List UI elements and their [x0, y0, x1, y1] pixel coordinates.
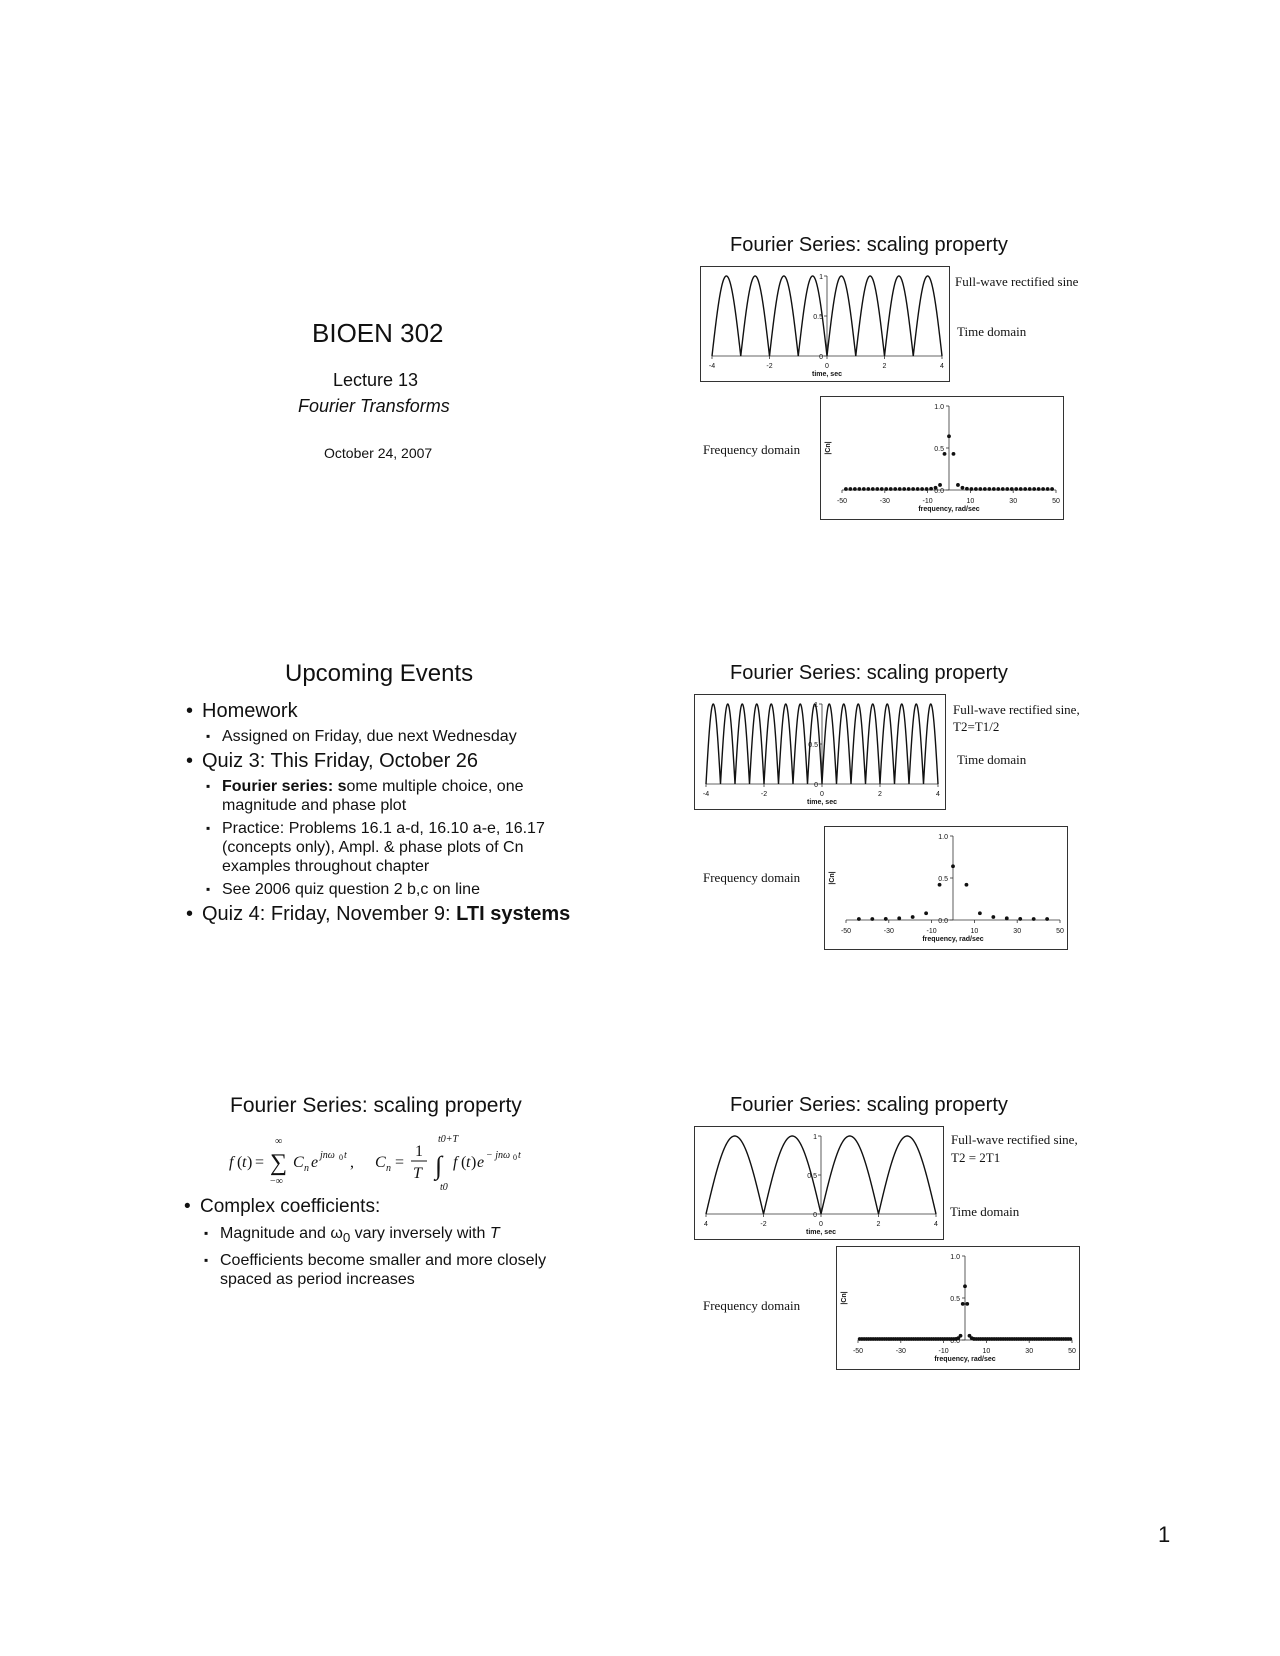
svg-text:t0: t0: [440, 1182, 448, 1192]
x-axis-label: time, sec: [807, 799, 837, 806]
omega-subscript: 0: [342, 1230, 351, 1246]
coefficient-point: [1005, 916, 1009, 920]
y-axis-label: |Cn|: [841, 1291, 848, 1305]
x-tick-label: 10: [970, 928, 979, 935]
coefficient-point: [961, 1302, 965, 1306]
coefficient-point: [1032, 917, 1036, 921]
coefficient-point: [871, 487, 875, 491]
coefficient-point: [1023, 487, 1027, 491]
coefficient-point: [1018, 917, 1022, 921]
svg-text:t: t: [344, 1150, 347, 1161]
coefficient-point: [897, 916, 901, 920]
coefficient-point: [911, 487, 915, 491]
right-slide-3-title: Fourier Series: scaling property: [730, 1094, 1008, 1116]
x-tick-label: 30: [1025, 1348, 1034, 1355]
coefficient-point: [907, 487, 911, 491]
sub-bullet: ▪ Coefficients become smaller and more closely spaced as period increases: [180, 1251, 580, 1289]
x-tick-label: -50: [840, 928, 852, 935]
svg-text:jnω: jnω: [320, 1150, 335, 1161]
coefficient-point: [870, 917, 874, 921]
coefficient-point: [1001, 487, 1005, 491]
svg-text:n: n: [386, 1163, 391, 1174]
y-tick-label: 0: [814, 782, 818, 789]
svg-text:=: =: [395, 1154, 405, 1171]
svg-text:0: 0: [513, 1153, 517, 1162]
slide1-lecture: Lecture 13: [333, 370, 419, 390]
time-chart-2: [694, 694, 946, 815]
sub-text: Magnitude and: [220, 1225, 331, 1242]
signal-label-3: Full-wave rectified sine,: [951, 1132, 1078, 1147]
sub-text: vary inversely with: [350, 1225, 490, 1242]
x-tick-label: 2: [882, 363, 887, 370]
coefficient-point: [902, 487, 906, 491]
freq-chart-3: [836, 1246, 1080, 1375]
coefficient-point: [1050, 487, 1054, 491]
x-tick-label: -4: [702, 791, 710, 798]
coefficient-point: [1014, 487, 1018, 491]
y-tick-label: 1: [814, 702, 818, 709]
sub-bullet: [182, 777, 582, 815]
coefficient-point: [924, 911, 928, 915]
bullet-homework: • Homework: [182, 700, 582, 723]
y-tick-label: 0: [813, 1212, 817, 1219]
svg-text:T: T: [413, 1165, 422, 1182]
coefficient-point: [947, 434, 951, 438]
slide3-body: [180, 1192, 580, 1289]
coefficient-point: [983, 487, 987, 491]
y-tick-label: 0.0: [950, 1338, 960, 1345]
x-tick-label: 10: [982, 1348, 991, 1355]
coefficient-point: [844, 487, 848, 491]
bullet-quiz4: [182, 903, 582, 926]
time-chart-1: [700, 266, 950, 387]
coefficient-point: [857, 487, 861, 491]
y-tick-label: 1.0: [938, 834, 948, 841]
y-tick-label: 1: [819, 274, 823, 281]
coefficient-point: [996, 487, 1000, 491]
coefficient-point: [1032, 487, 1036, 491]
y-tick-label: 1.0: [934, 404, 944, 411]
coefficient-point: [1041, 487, 1045, 491]
coefficient-point: [987, 487, 991, 491]
sub-bullet: ▪ See 2006 quiz question 2 b,c on line: [182, 880, 582, 899]
page-number: 1: [1158, 1522, 1171, 1547]
y-tick-label: 0.5: [934, 446, 944, 453]
coefficient-point: [898, 487, 902, 491]
x-tick-label: -2: [766, 363, 773, 370]
svg-text:f: f: [229, 1154, 234, 1171]
coefficient-point: [1045, 917, 1049, 921]
signal-label-1: Full-wave rectified sine: [955, 274, 1079, 289]
svg-text:,: ,: [350, 1154, 354, 1171]
y-tick-label: 0.0: [934, 488, 944, 495]
coefficient-point: [1005, 487, 1009, 491]
right-slide-2-title: Fourier Series: scaling property: [730, 662, 1008, 684]
coefficient-point: [965, 487, 969, 491]
x-axis-label: frequency, rad/sec: [922, 936, 984, 943]
y-tick-label: 0.5: [808, 742, 818, 749]
x-tick-label: 0: [819, 1221, 823, 1228]
svg-text:− jnω: − jnω: [486, 1150, 511, 1161]
coefficient-point: [880, 487, 884, 491]
x-tick-label: -4: [708, 363, 716, 370]
coefficient-point: [951, 864, 955, 868]
slide1-title: BIOEN 302: [312, 318, 444, 348]
y-tick-label: 0: [819, 354, 823, 361]
coefficient-point: [853, 487, 857, 491]
coefficient-point: [866, 487, 870, 491]
x-tick-label: 2: [878, 791, 882, 798]
y-axis-label: |Cn|: [825, 441, 832, 455]
time-domain-label-1: Time domain: [957, 324, 1027, 339]
coefficient-point: [961, 486, 965, 490]
x-axis-label: time, sec: [812, 371, 842, 378]
coefficient-point: [1037, 487, 1041, 491]
x-tick-label: 50: [1068, 1348, 1076, 1355]
svg-text:e: e: [477, 1154, 485, 1171]
y-axis-label: |Cn|: [829, 871, 836, 885]
x-tick-label: -2: [760, 1221, 767, 1228]
coefficient-point: [1019, 487, 1023, 491]
omega-symbol: ω: [330, 1225, 343, 1242]
coefficient-point: [938, 883, 942, 887]
chart-frame: [837, 1247, 1080, 1370]
x-tick-label: -50: [852, 1348, 864, 1355]
coefficient-point: [991, 915, 995, 919]
freq-chart-1: [820, 396, 1064, 525]
svg-text:t: t: [242, 1154, 247, 1171]
coefficient-point: [956, 483, 960, 487]
coefficient-point: [978, 911, 982, 915]
svg-text:C: C: [375, 1154, 386, 1171]
svg-text:e: e: [311, 1154, 319, 1171]
bullet-complex-coefficients: • Complex coefficients:: [180, 1196, 580, 1218]
x-tick-label: 4: [934, 1221, 938, 1228]
y-tick-label: 1: [813, 1134, 817, 1141]
x-tick-label: 50: [1056, 928, 1064, 935]
coefficient-point: [1028, 487, 1032, 491]
coefficient-point: [875, 487, 879, 491]
svg-text:(: (: [461, 1154, 467, 1171]
coefficient-point: [938, 483, 942, 487]
svg-text:∞: ∞: [275, 1136, 283, 1147]
slide1-subtitle: Fourier Transforms: [298, 396, 450, 416]
x-axis-label: frequency, rad/sec: [934, 1356, 996, 1363]
x-tick-label: 30: [1009, 498, 1018, 505]
freq-domain-label-3: Frequency domain: [703, 1298, 801, 1313]
coefficient-point: [965, 883, 969, 887]
coefficient-point: [978, 487, 982, 491]
x-tick-label: -10: [922, 498, 933, 505]
coefficient-point: [920, 487, 924, 491]
coefficient-point: [992, 487, 996, 491]
y-tick-label: 0.5: [938, 876, 948, 883]
fourier-equation: [225, 1132, 555, 1192]
coefficient-point: [974, 487, 978, 491]
slide2-title: Upcoming Events: [285, 660, 474, 687]
y-tick-label: 0.0: [938, 918, 948, 925]
time-domain-label-2: Time domain: [957, 752, 1027, 767]
coefficient-point: [1046, 487, 1050, 491]
coefficient-point: [849, 487, 853, 491]
x-tick-label: 0: [820, 791, 824, 798]
sub-bullet: [180, 1224, 580, 1247]
y-tick-label: 1.0: [950, 1254, 960, 1261]
svg-text:t0+T: t0+T: [438, 1134, 459, 1145]
svg-text:f: f: [453, 1154, 458, 1171]
x-tick-label: 4: [940, 363, 944, 370]
time-domain-label-3: Time domain: [950, 1204, 1020, 1219]
bullet-quiz3: • Quiz 3: This Friday, October 26: [182, 750, 582, 773]
svg-text:∫: ∫: [435, 1151, 443, 1180]
svg-text:): ): [247, 1154, 253, 1171]
right-slide-1-title: Fourier Series: scaling property: [730, 234, 1008, 256]
x-tick-label: -30: [879, 498, 890, 505]
svg-text:(: (: [237, 1154, 243, 1171]
chart-frame: [825, 827, 1068, 950]
slide3-title: Fourier Series: scaling property: [230, 1094, 522, 1117]
svg-text:−∞: −∞: [270, 1176, 283, 1187]
svg-text:1: 1: [415, 1143, 423, 1160]
x-tick-label: 4: [704, 1221, 708, 1228]
period-symbol: T: [489, 1225, 500, 1242]
x-tick-label: -10: [926, 928, 937, 935]
y-tick-label: 0.5: [950, 1296, 960, 1303]
x-tick-label: 50: [1052, 498, 1060, 505]
chart-frame: [821, 397, 1064, 520]
svg-text:C: C: [293, 1154, 304, 1171]
coefficient-point: [862, 487, 866, 491]
x-tick-label: -30: [895, 1348, 906, 1355]
x-tick-label: 30: [1013, 928, 1022, 935]
coefficient-point: [889, 487, 893, 491]
coefficient-point: [893, 487, 897, 491]
signal-sublabel-3: T2 = 2T1: [951, 1150, 1001, 1165]
svg-text:n: n: [304, 1163, 309, 1174]
slide2-body: [182, 696, 582, 926]
svg-text:): ): [471, 1154, 477, 1171]
slide1-date: October 24, 2007: [324, 445, 433, 461]
signal-label-2: Full-wave rectified sine,: [953, 702, 1080, 717]
coefficient-point: [965, 1302, 969, 1306]
svg-text:t: t: [466, 1154, 471, 1171]
x-tick-label: 0: [825, 363, 829, 370]
coefficient-point: [916, 487, 920, 491]
coefficient-point: [884, 917, 888, 921]
signal-sublabel-2: T2=T1/2: [953, 719, 1000, 734]
x-tick-label: 10: [966, 498, 975, 505]
y-tick-label: 0.5: [807, 1173, 817, 1180]
freq-chart-2: [824, 826, 1068, 955]
x-axis-label: time, sec: [806, 1229, 836, 1236]
coefficient-point: [963, 1284, 967, 1288]
bold-text: Fourier series: s: [222, 778, 347, 795]
svg-text:∑: ∑: [270, 1150, 288, 1176]
bold-text: LTI systems: [456, 903, 571, 925]
x-tick-label: -2: [760, 791, 768, 798]
x-tick-label: -50: [836, 498, 848, 505]
svg-text:0: 0: [339, 1153, 343, 1162]
x-axis-label: frequency, rad/sec: [918, 506, 980, 513]
x-tick-label: -10: [938, 1348, 949, 1355]
coefficient-point: [857, 917, 861, 921]
time-chart-3: [694, 1126, 944, 1245]
svg-text:t: t: [518, 1150, 521, 1161]
coefficient-point: [952, 452, 956, 456]
x-tick-label: 4: [936, 791, 940, 798]
sub-bullet: ▪ Assigned on Friday, due next Wednesday: [182, 727, 582, 746]
x-tick-label: 2: [876, 1221, 881, 1228]
sub-bullet: ▪ Practice: Problems 16.1 a-d, 16.10 a-e, 16.17 (concepts only), Ampl. & phase plots of Cn examples throughout chapter: [182, 819, 582, 876]
y-tick-label: 0.5: [813, 314, 823, 321]
svg-text:=: =: [255, 1154, 265, 1171]
freq-domain-label-2: Frequency domain: [703, 870, 801, 885]
x-tick-label: -30: [883, 928, 894, 935]
freq-domain-label-1: Frequency domain: [703, 442, 801, 457]
coefficient-point: [929, 487, 933, 491]
sub-bullet-text: ome multiple choice, one magnitude and phase plot: [222, 778, 524, 814]
coefficient-point: [911, 915, 915, 919]
bullet-text: Quiz 4: Friday, November 9:: [202, 903, 457, 925]
